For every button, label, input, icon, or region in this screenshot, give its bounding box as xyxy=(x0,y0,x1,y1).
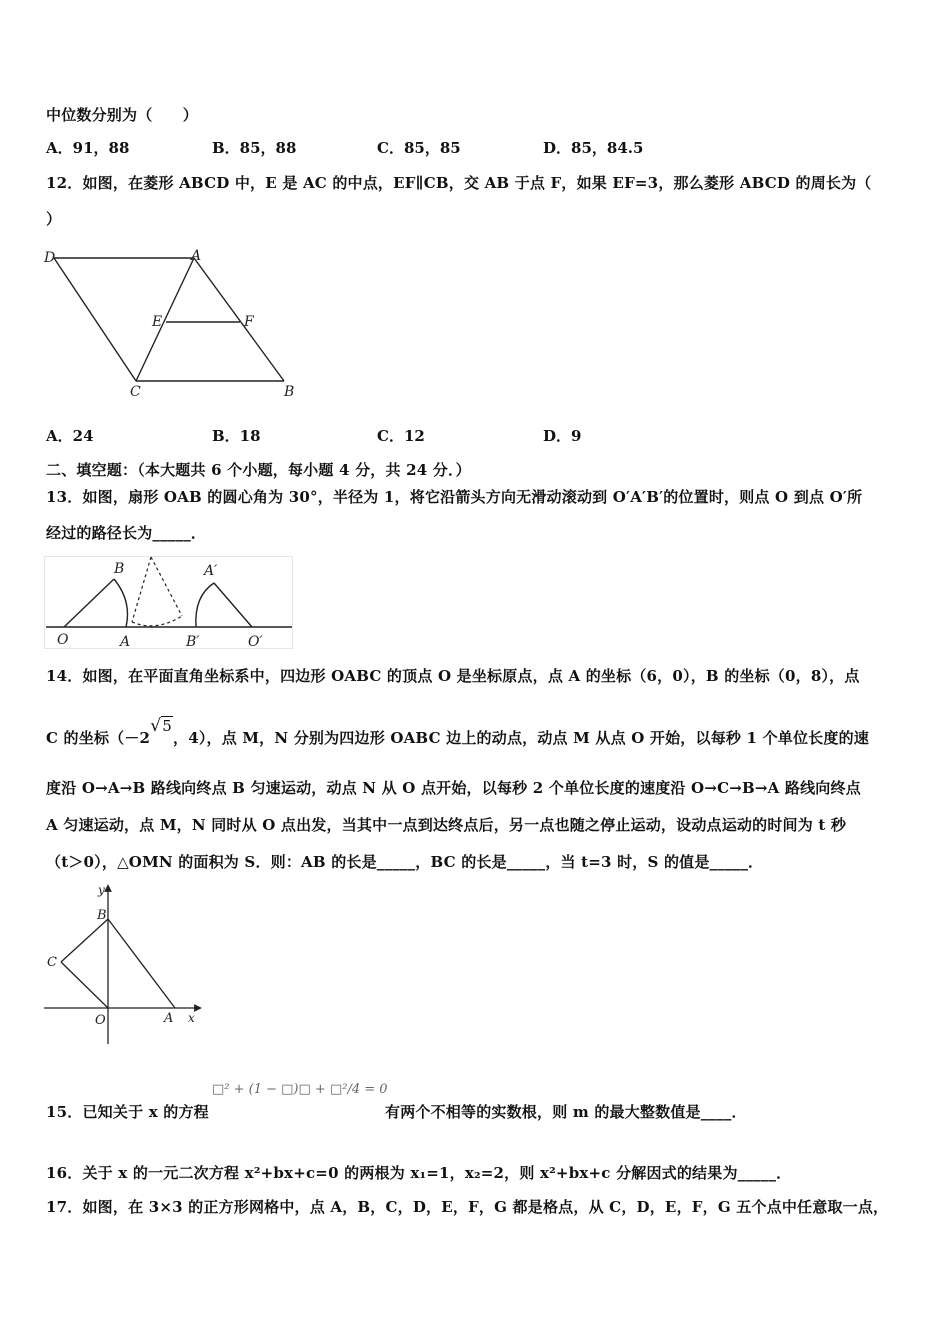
q15-stem-pre: 15．已知关于 x 的方程 xyxy=(46,1103,209,1121)
q14-label-c: C xyxy=(47,955,57,970)
q14-stem-line2 xyxy=(46,716,869,748)
q14-stem-line3: 度沿 O→A→B 路线向终点 B 匀速运动，动点 N 从 O 点开始，以每秒 2 个单位长度的速度沿 O→C→B→A 路线向终点 xyxy=(46,779,861,797)
q13-label-a-prime: A′ xyxy=(204,563,218,579)
q12-label-f: F xyxy=(244,314,254,330)
q16-stem: 16．关于 x 的一元二次方程 x²+bx+c=0 的两根为 x₁=1，x₂=2，则 x²+bx+c 分解因式的结果为_____． xyxy=(46,1164,792,1182)
q14-label-b: B xyxy=(97,908,107,923)
q15-equation-image: □² + (1 − □)□ + □²/4 = 0 xyxy=(212,1082,388,1097)
q12-label-b: B xyxy=(284,384,295,400)
section-2-heading: 二、填空题：（本大题共 6 个小题，每小题 4 分，共 24 分．） xyxy=(46,461,471,479)
q13-label-o-prime: O′ xyxy=(248,634,263,650)
q14-line2-pre: C 的坐标（－2 xyxy=(46,729,151,747)
q13-label-b-prime: B′ xyxy=(186,634,200,650)
q14-coordinate-figure xyxy=(40,882,210,1048)
q11-option-b[interactable]: B．85，88 xyxy=(212,139,297,157)
q11-option-d[interactable]: D．85，84.5 xyxy=(543,139,644,157)
q14-stem-line4: A 匀速运动，点 M，N 同时从 O 点出发，当其中一点到达终点后，另一点也随之停止运动，设动点运动的时间为 t 秒 xyxy=(46,816,847,834)
q12-option-a[interactable]: A．24 xyxy=(46,427,94,445)
q12-rhombus-figure xyxy=(40,246,310,401)
q14-stem-line1: 14．如图，在平面直角坐标系中，四边形 OABC 的顶点 O 是坐标原点，点 A 的坐标（6，0），B 的坐标（0，8），点 xyxy=(46,667,860,685)
q13-sector-figure xyxy=(44,556,294,650)
q11-stem-tail: 中位数分别为（ ） xyxy=(46,106,199,124)
q14-line2-post: ，4），点 M，N 分别为四边形 OABC 边上的动点，动点 M 从点 O 开始，以每秒 1 个单位长度的速 xyxy=(173,729,869,747)
q14-label-x: x xyxy=(188,1011,195,1025)
q14-label-o: O xyxy=(95,1013,106,1028)
q11-option-a[interactable]: A．91，88 xyxy=(46,139,130,157)
sqrt-icon: √ xyxy=(150,716,162,736)
q12-option-c[interactable]: C．12 xyxy=(377,427,425,445)
q14-sqrt xyxy=(150,717,173,735)
q14-label-y: y xyxy=(98,883,105,897)
q12-option-b[interactable]: B．18 xyxy=(212,427,261,445)
q11-option-c[interactable]: C．85，85 xyxy=(377,139,461,157)
q13-label-o: O xyxy=(57,632,69,648)
q12-label-c: C xyxy=(130,384,141,400)
q12-stem-line1: 12．如图，在菱形 ABCD 中，E 是 AC 的中点，EF∥CB，交 AB 于点 F，如果 EF=3，那么菱形 ABCD 的周长为（ xyxy=(46,174,872,192)
q14-sqrt-radicand: 5 xyxy=(162,717,172,735)
q13-label-a: A xyxy=(120,634,131,650)
q13-stem-line1: 13．如图，扇形 OAB 的圆心角为 30°，半径为 1，将它沿箭头方向无滑动滚动到 O′A′B′的位置时，则点 O 到点 O′所 xyxy=(46,488,863,506)
q15-stem-post: 有两个不相等的实数根，则 m 的最大整数值是____． xyxy=(385,1103,747,1121)
q12-label-d: D xyxy=(44,250,56,266)
q12-label-e: E xyxy=(152,314,163,330)
q13-stem-line2: 经过的路径长为_____． xyxy=(46,524,207,542)
q14-stem-line5: （t＞0），△OMN 的面积为 S．则：AB 的长是_____，BC 的长是_____，当 t=3 时，S 的值是_____． xyxy=(46,853,764,871)
q14-label-a: A xyxy=(164,1011,174,1026)
q12-option-d[interactable]: D．9 xyxy=(543,427,582,445)
q17-stem: 17．如图，在 3×3 的正方形网格中，点 A，B，C，D，E，F，G 都是格点，从 C，D，E，F，G 五个点中任意取一点， xyxy=(46,1198,889,1216)
q12-stem-line2: ） xyxy=(46,210,62,228)
q13-label-b: B xyxy=(114,561,125,577)
q12-label-a: A xyxy=(191,248,202,264)
